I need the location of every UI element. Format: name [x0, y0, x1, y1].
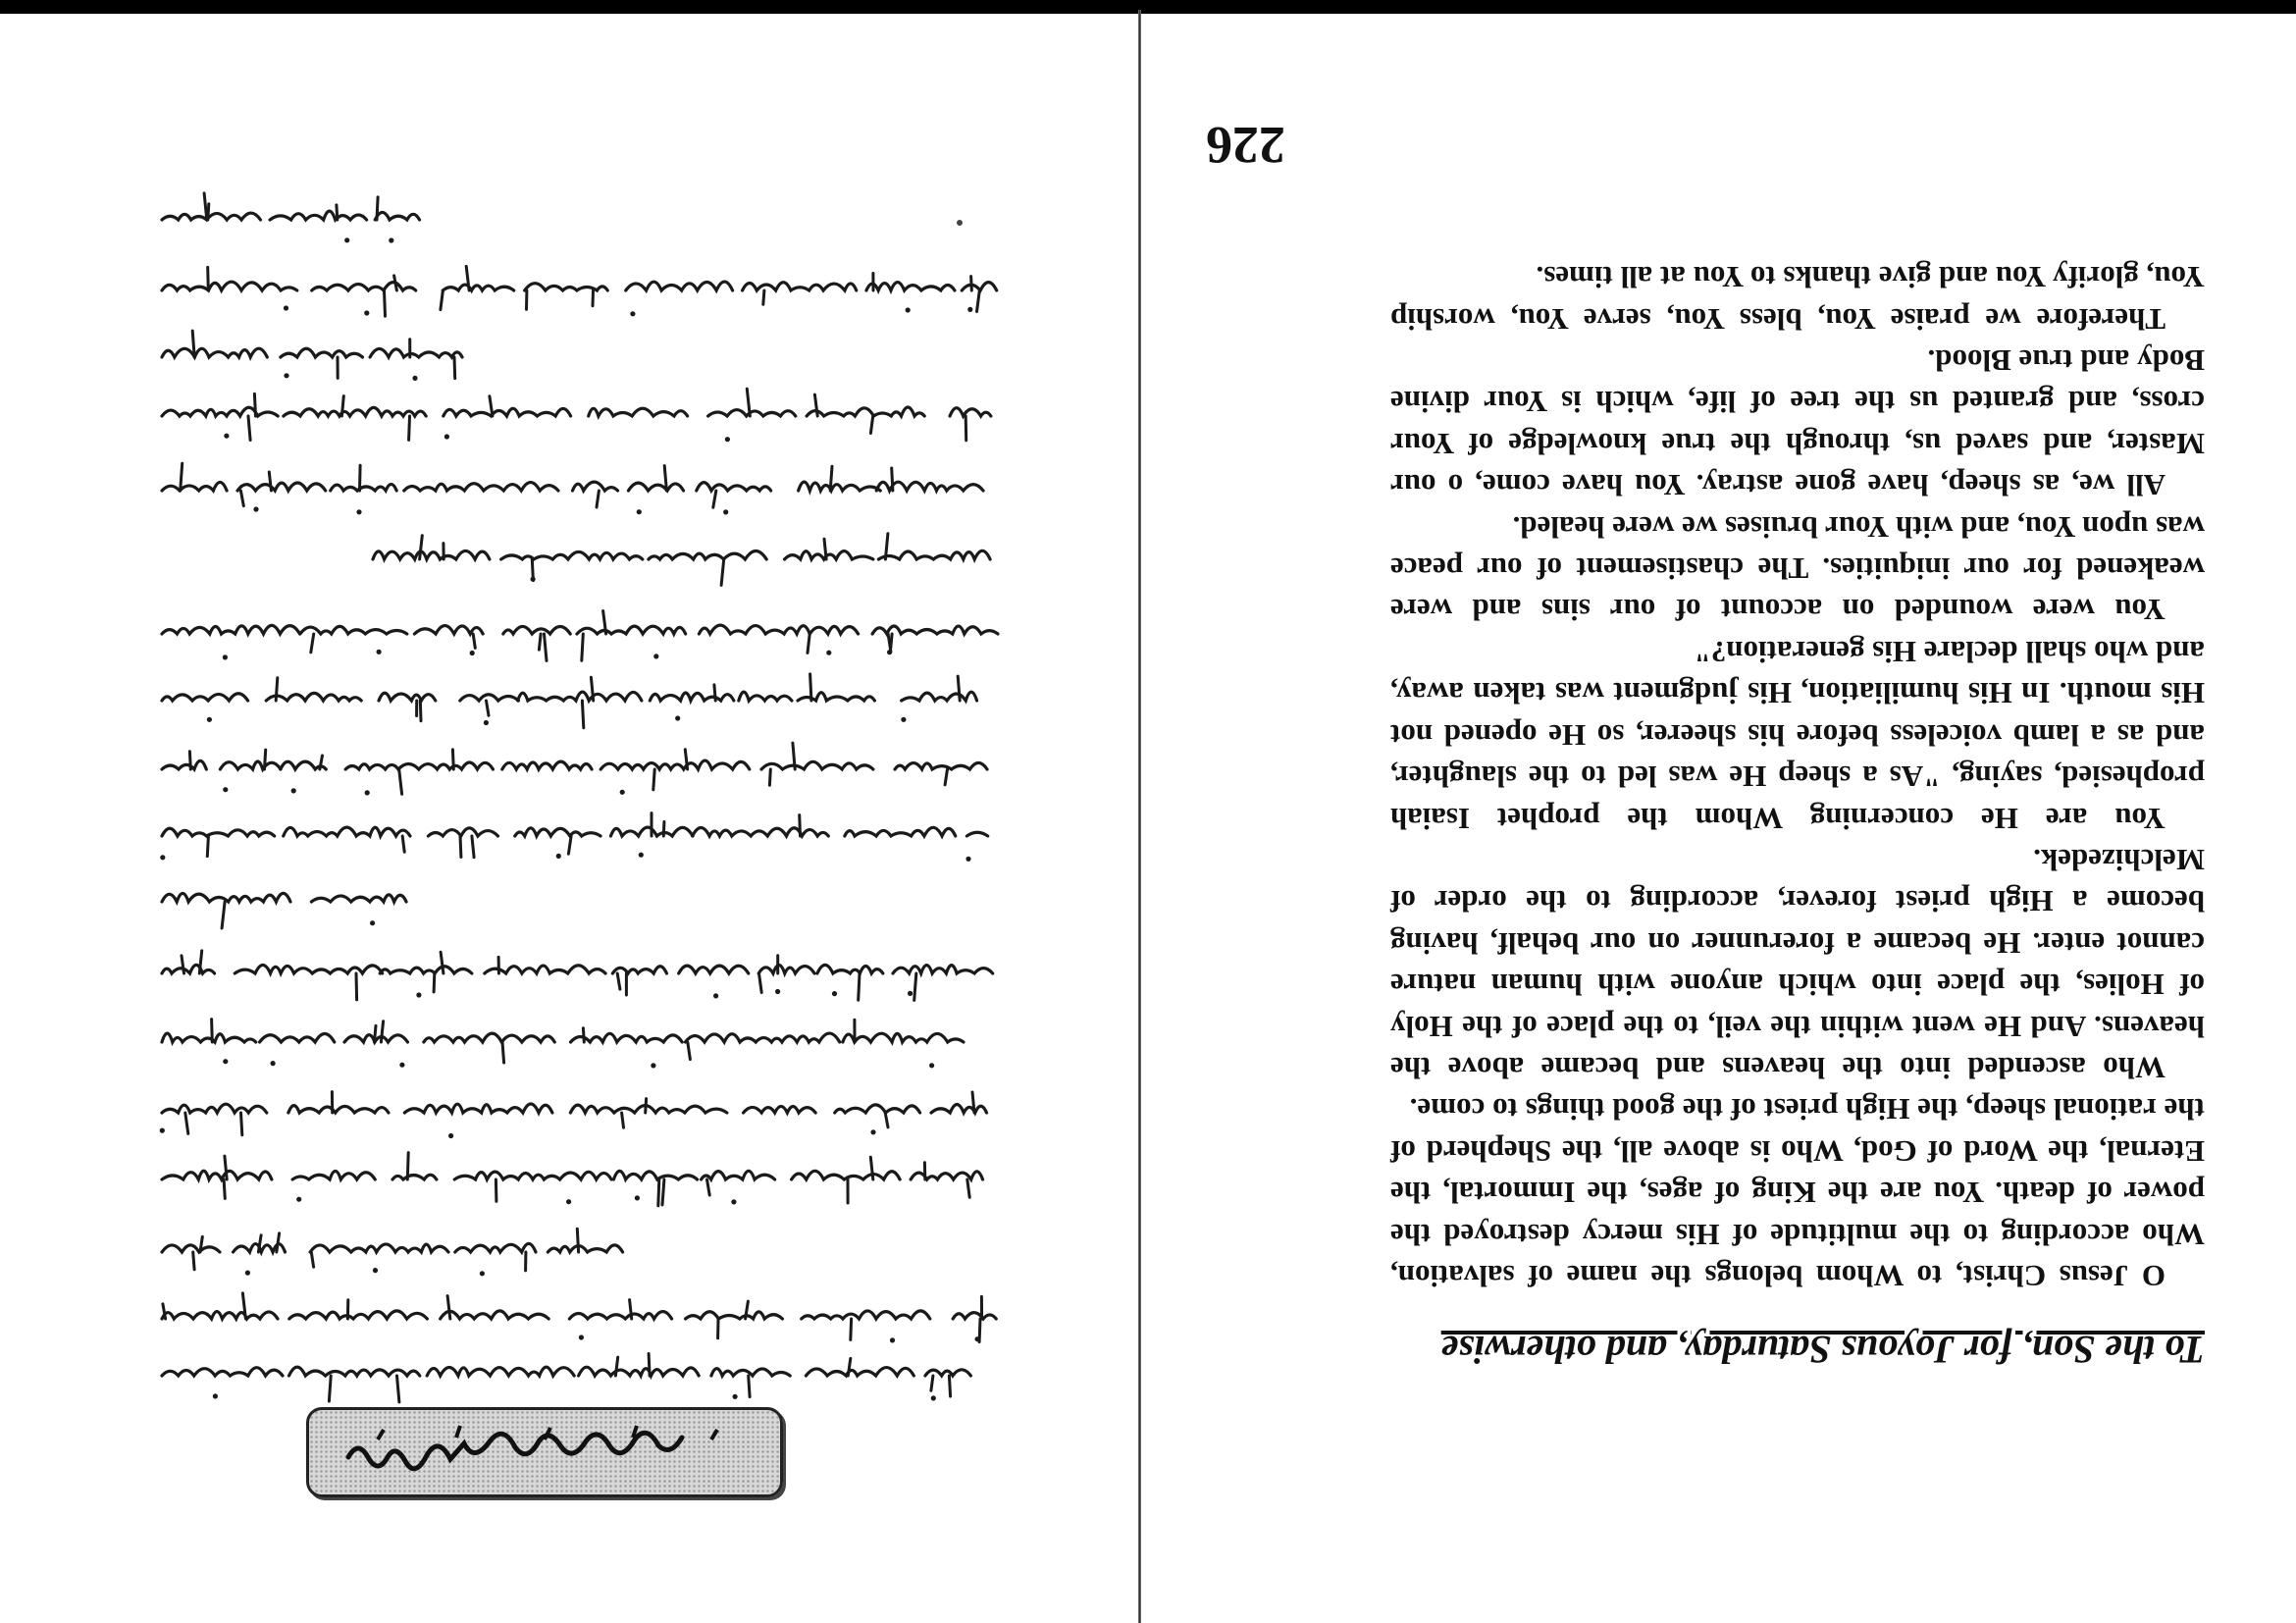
script-line	[162, 1020, 964, 1069]
script-line	[162, 1354, 970, 1402]
script-line	[162, 1153, 983, 1206]
script-line	[162, 743, 987, 795]
hymn-paragraph: O Jesus Christ, to Whom belongs the name of salvation, Who according to the multitude of His mercy destroyed the power of death. You are the King of ages, the Immortal, the Eternal, the Word of God, Who is above all, the Shepherd of the rational sheep, the High priest of the good things to come.	[1390, 1092, 2205, 1293]
hymn-paragraph: You were wounded on account of our sins and were weakened for our iniquities. The chastisement of our peace was upon You, and with Your bruises we were healed.	[1390, 509, 2205, 628]
hymn-body	[1390, 256, 2205, 1296]
hymn-paragraph: You are He concerning Whom the prophet Isaiah prophesied, saying, "As a sheep He was led to the slaughter, and as a lamb voiceless before his sheerer, so He opened not His mouth. In His humiliation, His judgment was taken away, and who shall declare His generation?"	[1390, 634, 2205, 836]
script-line	[162, 1293, 996, 1343]
script-line	[162, 193, 420, 243]
rotated-page-content	[1141, 14, 2296, 1623]
script-line	[162, 389, 991, 442]
hymn-paragraph: Therefore we praise You, bless You, serve You, worship You, glorify You and give thanks to You at all times.	[1390, 260, 2205, 337]
scan-speck	[957, 220, 963, 226]
right-page	[1141, 14, 2296, 1623]
script-line	[162, 674, 977, 728]
hymn-title: To the Son, for Joyous Saturday, and otherwise	[1440, 1328, 2205, 1372]
script-line	[162, 266, 997, 316]
script-line	[162, 611, 998, 661]
script-line	[160, 1092, 987, 1139]
script-line	[162, 1229, 623, 1276]
hymn-paragraph: All we, as sheep, have gone astray. You have come, o our Master, and saved us, through the true knowledge of Your cross, and granted us the tree of life, which is Your divine Body and true Blood.	[1390, 343, 2205, 503]
script-line	[162, 331, 462, 381]
scan-top-border	[0, 0, 2296, 14]
banner-script-icon	[309, 1410, 780, 1494]
page-number: 226	[1206, 116, 1285, 175]
hymn-paragraph: Who ascended into the heavens and became above the heavens. And He went within the veil, to the place of the Holy of Holies, the place into which anyone with human nature cannot enter. He became a forerunner on our behalf, having become a High priest forever, according to the order of Melchizedek.	[1390, 842, 2205, 1085]
script-line	[162, 463, 983, 514]
handwritten-script-text	[0, 14, 1138, 1623]
script-line	[373, 534, 990, 586]
script-line	[162, 893, 406, 928]
left-page	[0, 14, 1138, 1623]
script-line	[162, 951, 993, 1001]
script-line	[160, 813, 987, 862]
heading-banner	[306, 1407, 783, 1497]
